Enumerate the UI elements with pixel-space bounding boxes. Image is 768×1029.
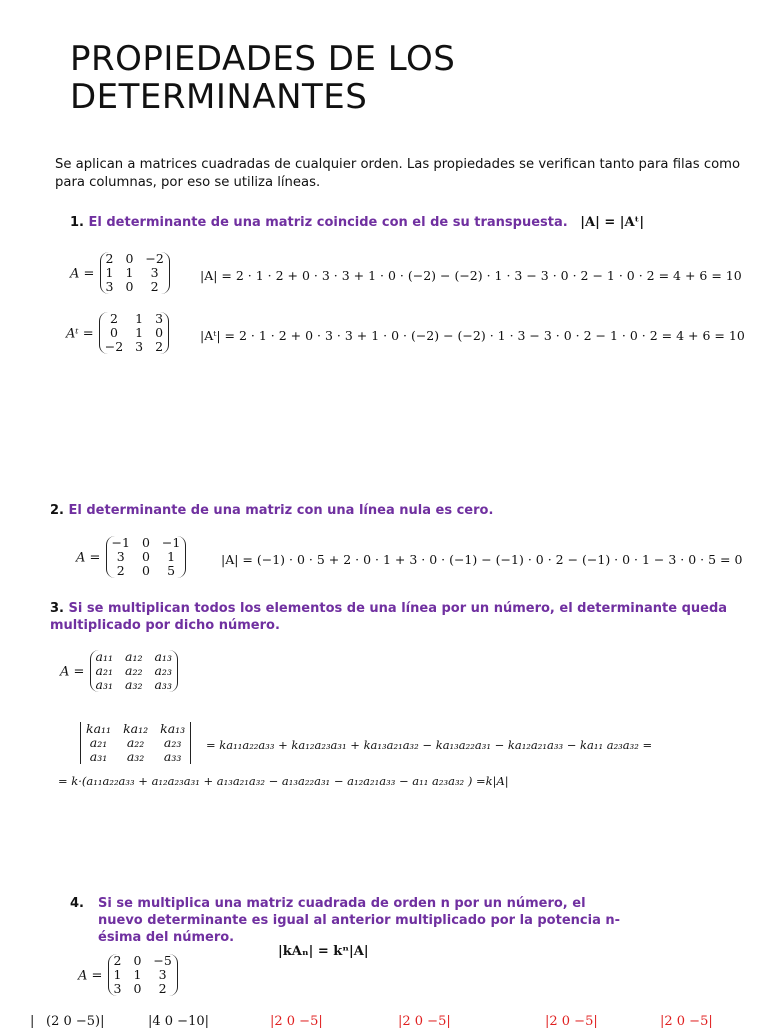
matrix-cell: 3 [155, 311, 164, 326]
matrix-cell: ka₁₂ [123, 721, 149, 736]
matrix-cell: a₃₁ [89, 749, 108, 764]
matrix-cell: a₃₂ [126, 749, 145, 764]
bottom-fragment-5: |2 0 −5| [545, 1014, 598, 1029]
property-2-heading [50, 502, 493, 519]
matrix-cell: −2 [145, 251, 164, 266]
property-2-number: 2. [50, 503, 64, 518]
property-3-number: 3. [50, 601, 64, 616]
property-4-text: Si se multiplica una matriz cuadrada de orden n por un número, el nuevo determinante es igual al anterior multiplicado por la potencia n-ésima del número. [98, 896, 621, 945]
matrix-cell: −2 [104, 339, 124, 354]
matrix-cell: a₃₂ [125, 677, 143, 692]
matrix-cell: 0 [125, 251, 134, 266]
property-1-formula: |A| = |Aᵗ| [580, 215, 645, 230]
matrix-a-label: A = [70, 266, 95, 282]
matrix-cell: 1 [135, 325, 144, 340]
property-3-heading [50, 600, 750, 634]
matrix-cell: 0 [155, 325, 164, 340]
matrix-cell: 2 [116, 563, 125, 578]
matrix-a-order-n [108, 954, 178, 996]
matrix-cell: 0 [141, 535, 150, 550]
matrix-cell: a₂₃ [154, 663, 172, 678]
matrix-at [99, 312, 169, 354]
matrix-cell: 0 [141, 563, 150, 578]
bottom-fragment-2: |4 0 −10| [148, 1014, 210, 1029]
property-1-at-calculation: |Aᵗ| = 2 · 1 · 2 + 0 · 3 · 3 + 1 · 0 · (−2) − (−2) · 1 · 3 − 3 · 0 · 2 − 1 · 0 · 2 = 4 + 6 = 10 [200, 328, 745, 343]
property-1-matrix-a-block [70, 252, 170, 294]
matrix-cell: a₁₂ [125, 649, 143, 664]
matrix-cell: ka₁₁ [86, 721, 112, 736]
bottom-fragment-3: |2 0 −5| [270, 1014, 323, 1029]
determinant-k-row [80, 722, 191, 764]
matrix-cell: a₂₂ [126, 735, 145, 750]
matrix-cell: 5 [167, 563, 176, 578]
matrix-cell: 1 [125, 265, 134, 280]
matrix-cell: 0 [125, 279, 134, 294]
property-4-number: 4. [70, 896, 84, 911]
property-3-result: = k·(a₁₁a₂₂a₃₃ + a₁₂a₂₃a₃₁ + a₁₃a₂₁a₃₂ − a₁₃a₂₂a₃₁ − a₁₂a₂₁a₃₃ − a₁₁ a₂₃a₃₂ ) =k|A| [58, 774, 509, 788]
matrix-cell: a₁₃ [154, 649, 172, 664]
property-4-matrix-block [78, 954, 178, 996]
property-1-a-calculation: |A| = 2 · 1 · 2 + 0 · 3 · 3 + 1 · 0 · (−2) − (−2) · 1 · 3 − 3 · 0 · 2 − 1 · 0 · 2 = 4 + 6 = 10 [200, 268, 742, 283]
property-1-matrix-at-block [66, 312, 169, 354]
page-title: PROPIEDADES DE LOS DETERMINANTES [70, 39, 456, 117]
matrix-cell: 0 [133, 981, 142, 996]
property-4-formula: |kAₙ| = kⁿ|A| [278, 944, 369, 959]
matrix-cell: a₁₁ [95, 649, 113, 664]
matrix-cell: −5 [153, 953, 172, 968]
matrix-a [100, 252, 170, 294]
matrix-cell: 0 [133, 953, 142, 968]
matrix-cell: a₃₃ [163, 749, 182, 764]
property-3-expansion: = ka₁₁a₂₂a₃₃ + ka₁₂a₂₃a₃₁ + ka₁₃a₂₁a₃₂ − ka₁₃a₂₂a₃₁ − ka₁₂a₂₁a₃₃ − ka₁₁ a₂₃a₃₂ = [206, 738, 653, 752]
bottom-fragment-4: |2 0 −5| [398, 1014, 451, 1029]
matrix-at-label: Aᵗ = [66, 326, 94, 342]
matrix-cell: 0 [141, 549, 150, 564]
matrix-cell: 2 [105, 251, 114, 266]
matrix-cell: 3 [105, 279, 114, 294]
matrix-cell: 2 [150, 279, 159, 294]
bottom-fragment-1: (2 0 −5)| [46, 1014, 105, 1029]
matrix-cell: 1 [167, 549, 176, 564]
matrix-cell: a₃₃ [154, 677, 172, 692]
matrix-a-label: A = [78, 968, 103, 984]
matrix-cell: a₂₁ [95, 663, 113, 678]
matrix-a-null-column [106, 536, 187, 578]
matrix-a-label: A = [60, 664, 85, 680]
matrix-cell: −1 [111, 535, 130, 550]
matrix-cell: 2 [158, 981, 167, 996]
matrix-cell: 1 [113, 967, 122, 982]
matrix-cell: 3 [150, 265, 159, 280]
matrix-cell: 2 [109, 311, 118, 326]
property-3-matrix-block [60, 650, 178, 692]
property-1-heading [70, 214, 644, 231]
matrix-cell: 1 [133, 967, 142, 982]
matrix-a-label: A = [76, 550, 101, 566]
matrix-a-general [90, 650, 178, 692]
property-2-calculation: |A| = (−1) · 0 · 5 + 2 · 0 · 1 + 3 · 0 · (−1) − (−1) · 0 · 2 − (−1) · 0 · 1 − 3 · 0 · 5 = 0 [221, 552, 743, 567]
bottom-fragment-6: |2 0 −5| [660, 1014, 713, 1029]
matrix-cell: 2 [113, 953, 122, 968]
property-1-number: 1. [70, 215, 84, 230]
matrix-cell: 1 [105, 265, 114, 280]
intro-paragraph: Se aplican a matrices cuadradas de cualquier orden. Las propiedades se verifican tanto para filas como para columnas, por eso se utiliza líneas. [55, 157, 741, 190]
bottom-fragment-0: | [30, 1014, 35, 1029]
matrix-cell: 1 [135, 311, 144, 326]
matrix-cell: ka₁₃ [160, 721, 186, 736]
matrix-cell: 2 [155, 339, 164, 354]
property-3-k-determinant [80, 722, 191, 764]
matrix-cell: a₃₁ [95, 677, 113, 692]
matrix-cell: 3 [135, 339, 144, 354]
property-2-matrix-block [76, 536, 186, 578]
matrix-cell: 0 [109, 325, 118, 340]
matrix-cell: 3 [113, 981, 122, 996]
property-3-text: Si se multiplican todos los elementos de una línea por un número, el determinante queda multiplicado por dicho número. [50, 601, 728, 633]
property-1-text: El determinante de una matriz coincide con el de su transpuesta. [88, 215, 568, 230]
property-2-text: El determinante de una matriz con una línea nula es cero. [68, 503, 494, 518]
matrix-cell: a₂₁ [89, 735, 108, 750]
matrix-cell: 3 [116, 549, 125, 564]
matrix-cell: a₂₃ [163, 735, 182, 750]
matrix-cell: −1 [161, 535, 181, 550]
matrix-cell: a₂₂ [125, 663, 143, 678]
matrix-cell: 3 [158, 967, 167, 982]
